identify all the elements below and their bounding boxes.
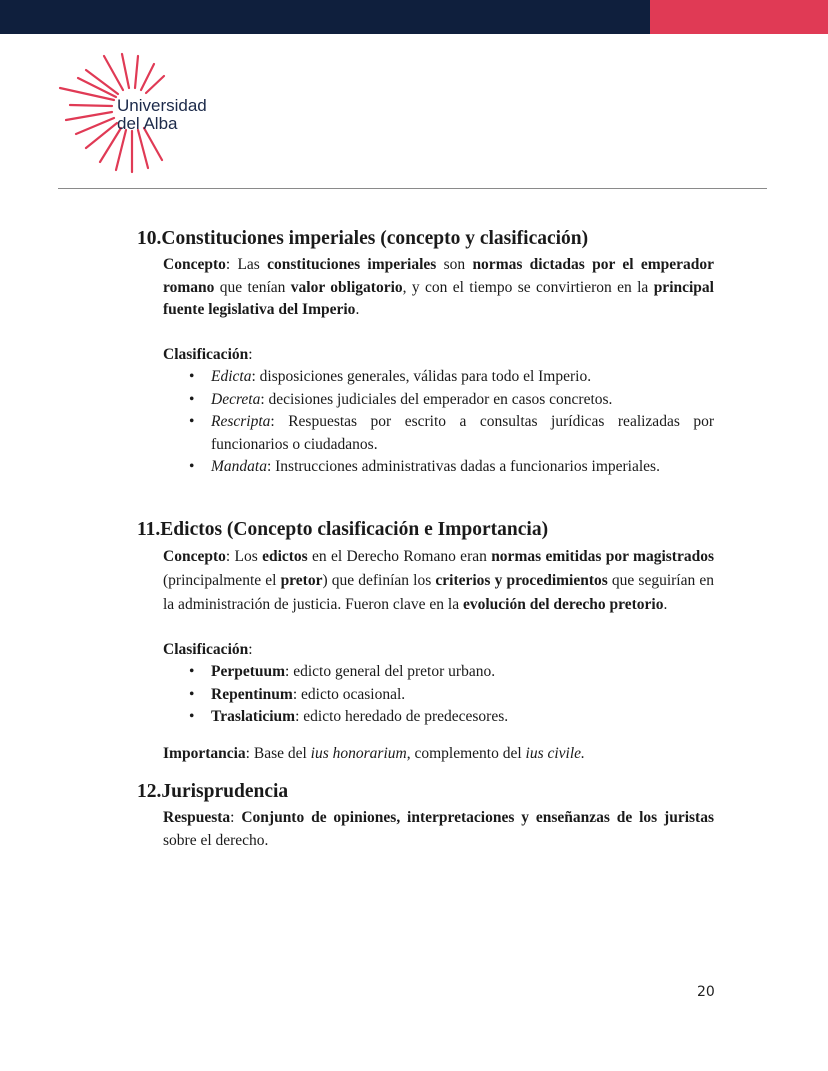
list-item: • Mandata: Instrucciones administrativas dadas a funcionarios imperiales. (211, 456, 714, 479)
concept-label: Concepto (163, 547, 226, 565)
section-heading: 12.Jurisprudencia (137, 781, 289, 802)
list-item: • Decreta: decisiones judiciales del emperador en casos concretos. (211, 389, 714, 412)
classification-list (163, 661, 714, 729)
section-heading: 11.Edictos (Concepto clasificación e Importancia) (137, 518, 549, 540)
concept-paragraph: Concepto: Las constituciones imperiales son normas dictadas por el emperador romano que tenían valor obligatorio, y con el tiempo se convirtieron en la principal fuente legislativa del Imperio. (163, 256, 714, 318)
list-item: • Edicta: disposiciones generales, válidas para todo el Imperio. (211, 366, 714, 389)
logo-line-2: del Alba (117, 114, 178, 133)
logo-text (117, 97, 207, 133)
classification-label: Clasificación: (163, 345, 253, 363)
list-item: • Perpetuum: edicto general del pretor urbano. (211, 661, 714, 684)
header-bar (0, 0, 828, 34)
document-body (137, 226, 714, 852)
answer-label: Respuesta (163, 809, 231, 826)
list-item: • Traslaticium: edicto heredado de predecesores. (211, 706, 714, 729)
university-logo (56, 52, 236, 177)
logo-line-1: Universidad (117, 96, 207, 115)
header-bar-red (650, 0, 828, 34)
list-item: • Repentinum: edicto ocasional. (211, 684, 714, 707)
importance-paragraph: Importancia: Base del ius honorarium, complemento del ius civile. (163, 744, 585, 762)
page-number: 20 (697, 984, 715, 1000)
answer-paragraph: Respuesta: Conjunto de opiniones, interpretaciones y enseñanzas de los juristas sobre el derecho. (163, 809, 715, 849)
classification-list (163, 366, 714, 479)
header-divider (58, 188, 767, 189)
classification-label: Clasificación: (163, 640, 253, 658)
importance-label: Importancia (163, 744, 246, 762)
header-bar-navy (0, 0, 650, 34)
section-heading: 10.Constituciones imperiales (concepto y clasificación) (137, 228, 589, 249)
concept-label: Concepto (163, 256, 226, 273)
list-item: • Rescripta: Respuestas por escrito a consultas jurídicas realizadas por funcionarios o ciudadanos. (211, 411, 714, 456)
concept-paragraph: Concepto: Los edictos en el Derecho Romano eran normas emitidas por magistrados (principalmente el pretor) que definían los criterios y procedimientos que seguirían en la administración de justicia. Fueron clave en la evolución del derecho pretorio. (163, 547, 714, 613)
